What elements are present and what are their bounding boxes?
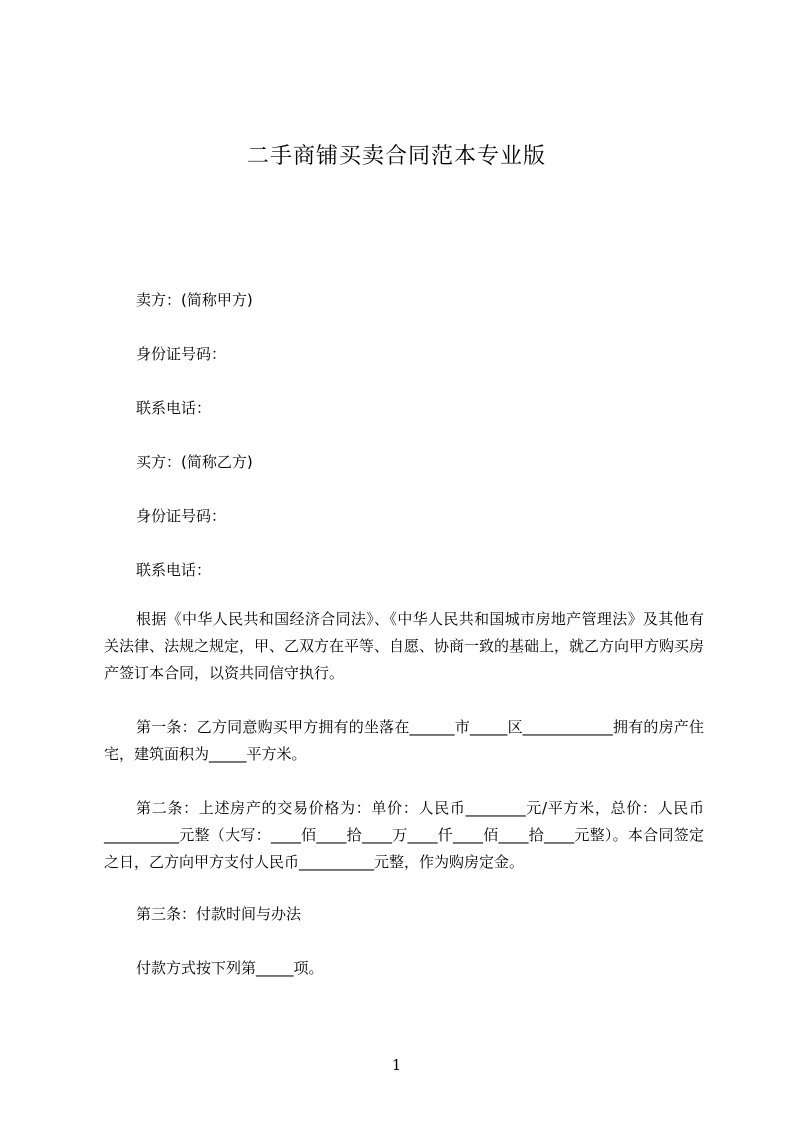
seller-label: 卖方：(简称甲方) xyxy=(136,291,253,309)
document-title: 二手商铺买卖合同范本专业版 xyxy=(246,144,546,169)
payment-method-line: 付款方式按下列第_____项。 xyxy=(136,959,324,977)
seller-id-label: 身份证号码： xyxy=(136,345,227,363)
article-3-heading: 第三条：付款时间与办法 xyxy=(136,905,302,923)
buyer-label: 买方：(简称乙方) xyxy=(136,453,253,471)
seller-phone-label: 联系电话： xyxy=(136,399,212,417)
article-1-paragraph: 第一条：乙方同意购买甲方拥有的坐落在______市_____区____________拥有的房产住宅，建筑面积为_____平方米。 xyxy=(104,718,704,763)
page-number: 1 xyxy=(391,1056,402,1074)
buyer-id-label: 身份证号码： xyxy=(136,507,227,525)
preamble-paragraph: 根据《中华人民共和国经济合同法》、《中华人民共和国城市房地产管理法》及其他有关法律、法规之规定，甲、乙双方在平等、自愿、协商一致的基础上，就乙方向甲方购买房产签订本合同，以资共同信守执行。 xyxy=(104,610,705,682)
buyer-phone-label: 联系电话： xyxy=(136,561,212,579)
article-2-paragraph: 第二条：上述房产的交易价格为：单价：人民币________元/平方米，总价：人民币__________元整（大写：____佰____拾____万____仟____佰____拾____元整）。本合同签定之日，乙方向甲方支付人民币__________元整，作为购房定金。 xyxy=(104,799,704,871)
